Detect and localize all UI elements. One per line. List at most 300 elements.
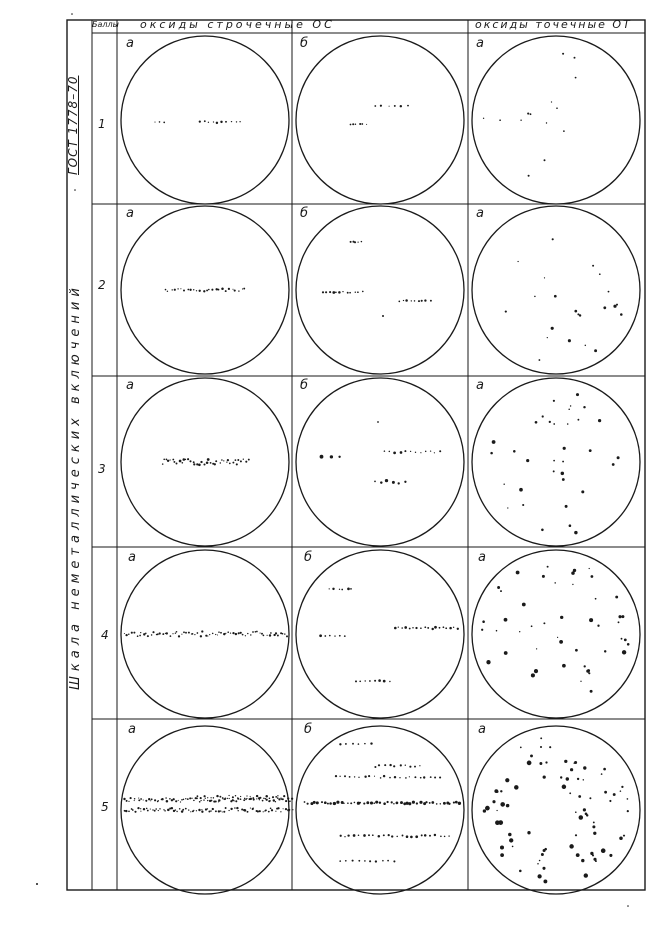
inclusion-dot bbox=[590, 690, 593, 693]
inclusion-dot bbox=[595, 860, 597, 862]
inclusion-dot bbox=[568, 408, 570, 410]
inclusion-dot bbox=[496, 630, 498, 632]
inclusion-dot bbox=[624, 652, 626, 654]
inclusion-dot bbox=[339, 776, 340, 777]
inclusion-dot bbox=[347, 802, 349, 804]
inclusion-dot bbox=[329, 588, 330, 589]
inclusion-dot bbox=[393, 860, 395, 862]
outer-frame bbox=[67, 20, 645, 890]
inclusion-dot bbox=[190, 811, 191, 812]
micrograph-circle bbox=[296, 206, 464, 374]
inclusion-dot bbox=[278, 798, 280, 800]
inclusion-dot bbox=[283, 795, 285, 797]
inclusion-dot bbox=[549, 746, 551, 748]
inclusion-dot bbox=[585, 812, 588, 815]
inclusion-dot bbox=[383, 680, 386, 683]
scale-title: Шкала неметаллических включений bbox=[68, 283, 83, 690]
inclusion-marks bbox=[123, 53, 629, 884]
inclusion-dot bbox=[424, 626, 426, 628]
inclusion-dot bbox=[240, 460, 242, 462]
inclusion-dot bbox=[151, 798, 153, 800]
inclusion-dot bbox=[167, 809, 170, 812]
inclusion-dot bbox=[327, 803, 329, 805]
inclusion-dot bbox=[364, 775, 366, 777]
micrograph-circle bbox=[472, 36, 640, 204]
inclusion-dot bbox=[574, 531, 577, 534]
inclusion-dot bbox=[520, 747, 522, 749]
inclusion-dot bbox=[434, 452, 435, 453]
inclusion-dot bbox=[196, 810, 197, 811]
inclusion-dot bbox=[604, 650, 606, 652]
inclusion-dot bbox=[210, 800, 212, 802]
cell-letter: а bbox=[476, 36, 484, 51]
inclusion-dot bbox=[195, 797, 197, 799]
inclusion-dot bbox=[173, 461, 175, 463]
inclusion-dot bbox=[140, 798, 142, 800]
inclusion-dot bbox=[576, 853, 580, 857]
cell-letter: б bbox=[300, 36, 309, 51]
inclusion-dot bbox=[508, 833, 512, 837]
inclusion-dot bbox=[285, 800, 287, 802]
inclusion-dot bbox=[225, 290, 227, 292]
inclusion-dot bbox=[179, 460, 182, 463]
inclusion-dot bbox=[341, 589, 343, 591]
inclusion-dot bbox=[389, 764, 391, 766]
inclusion-dot bbox=[182, 809, 184, 811]
inclusion-dot bbox=[157, 800, 159, 802]
inclusion-dot bbox=[150, 809, 151, 810]
inclusion-dot bbox=[291, 798, 293, 800]
inclusion-dot bbox=[516, 571, 520, 575]
inclusion-dot bbox=[256, 798, 257, 799]
inclusion-dot bbox=[205, 798, 206, 799]
inclusion-dot bbox=[385, 479, 388, 482]
inclusion-dot bbox=[392, 481, 395, 484]
inclusion-dot bbox=[544, 159, 546, 161]
inclusion-dot bbox=[167, 291, 168, 292]
inclusion-dot bbox=[483, 809, 486, 812]
inclusion-dot bbox=[355, 680, 357, 682]
inclusion-dot bbox=[455, 801, 458, 804]
inclusion-dot bbox=[624, 639, 627, 642]
inclusion-dot bbox=[623, 835, 625, 837]
inclusion-dot bbox=[570, 768, 573, 771]
inclusion-dot bbox=[353, 834, 356, 837]
inclusion-dot bbox=[506, 804, 510, 808]
cell-letter: а bbox=[126, 378, 134, 393]
inclusion-dot bbox=[530, 113, 532, 115]
inclusion-dot bbox=[490, 452, 493, 455]
inclusion-dot bbox=[256, 795, 258, 797]
inclusion-dot bbox=[248, 459, 250, 461]
inclusion-dot bbox=[206, 462, 209, 465]
inclusion-dot bbox=[440, 803, 441, 804]
inclusion-dot bbox=[603, 306, 606, 309]
inclusion-dot bbox=[486, 660, 490, 664]
inclusion-dot bbox=[285, 808, 287, 810]
micrograph-circle bbox=[472, 378, 640, 546]
inclusion-dot bbox=[396, 836, 398, 838]
inclusion-dot bbox=[375, 801, 378, 804]
inclusion-dot bbox=[180, 801, 181, 802]
inclusion-dot bbox=[499, 119, 501, 121]
inclusion-dot bbox=[134, 811, 136, 813]
inclusion-dot bbox=[544, 848, 547, 851]
inclusion-dot bbox=[187, 798, 189, 800]
inclusion-dot bbox=[193, 463, 195, 465]
cell-letter: б bbox=[304, 550, 313, 565]
inclusion-dot bbox=[320, 455, 324, 459]
inclusion-dot bbox=[398, 626, 399, 627]
inclusion-dot bbox=[223, 633, 225, 635]
cell-letter: б bbox=[304, 722, 313, 737]
inclusion-dot bbox=[429, 802, 431, 804]
inclusion-dot bbox=[128, 801, 129, 802]
inclusion-dot bbox=[526, 459, 529, 462]
inclusion-dot bbox=[223, 811, 225, 813]
inclusion-dot bbox=[500, 802, 505, 807]
inclusion-dot bbox=[439, 450, 441, 452]
inclusion-dot bbox=[603, 768, 606, 771]
inclusion-dot bbox=[384, 450, 386, 452]
micrograph-circle bbox=[121, 36, 289, 204]
inclusion-dot bbox=[427, 627, 429, 629]
inclusion-dot bbox=[125, 634, 127, 636]
inclusion-dot bbox=[181, 799, 183, 801]
inclusion-dot bbox=[414, 776, 416, 778]
inclusion-dot bbox=[332, 588, 334, 590]
inclusion-dot bbox=[123, 798, 125, 800]
inclusion-dot bbox=[335, 291, 337, 293]
inclusion-dot bbox=[401, 627, 403, 629]
inclusion-dot bbox=[492, 800, 495, 803]
inclusion-dot bbox=[394, 105, 396, 107]
inclusion-dot bbox=[216, 122, 218, 124]
inclusion-dot bbox=[573, 569, 576, 572]
inclusion-dot bbox=[405, 765, 406, 766]
inclusion-dot bbox=[151, 634, 152, 635]
inclusion-dot bbox=[268, 811, 270, 813]
inclusion-dot bbox=[434, 834, 436, 836]
inclusion-dot bbox=[163, 458, 165, 460]
inclusion-dot bbox=[288, 809, 290, 811]
inclusion-dot bbox=[575, 77, 577, 79]
inclusion-dot bbox=[282, 798, 284, 800]
inclusion-dot bbox=[500, 590, 502, 592]
inclusion-dot bbox=[220, 462, 221, 463]
inclusion-dot bbox=[234, 807, 236, 809]
inclusion-dot bbox=[228, 810, 229, 811]
inclusion-dot bbox=[263, 798, 264, 799]
inclusion-dot bbox=[619, 837, 623, 841]
inclusion-dot bbox=[621, 786, 623, 788]
inclusion-dot bbox=[329, 291, 331, 293]
inclusion-dot bbox=[358, 860, 360, 862]
inclusion-dot bbox=[425, 451, 426, 452]
inclusion-dot bbox=[384, 764, 386, 766]
inclusion-dot bbox=[225, 121, 227, 123]
inclusion-dot bbox=[196, 463, 198, 465]
inclusion-dot bbox=[205, 635, 207, 637]
inclusion-dot bbox=[519, 631, 520, 632]
inclusion-dot bbox=[541, 529, 544, 532]
inclusion-dot bbox=[593, 832, 596, 835]
inclusion-dot bbox=[504, 618, 508, 622]
inclusion-dot bbox=[235, 459, 237, 461]
inclusion-dot bbox=[250, 798, 252, 800]
inclusion-dot bbox=[154, 799, 156, 801]
inclusion-dot bbox=[174, 289, 176, 291]
inclusion-dot bbox=[213, 121, 214, 122]
inclusion-dot bbox=[500, 845, 504, 849]
inclusion-dot bbox=[339, 589, 340, 590]
inclusion-dot bbox=[418, 300, 420, 302]
inclusion-dot bbox=[232, 796, 234, 798]
inclusion-dot bbox=[430, 450, 431, 451]
inclusion-dot bbox=[208, 122, 209, 123]
inclusion-dot bbox=[542, 575, 545, 578]
inclusion-dot bbox=[225, 807, 227, 809]
inclusion-dot bbox=[540, 746, 542, 748]
inclusion-dot bbox=[166, 800, 169, 803]
row-score: 3 bbox=[98, 462, 106, 476]
inclusion-dot bbox=[583, 779, 584, 780]
inclusion-dot bbox=[378, 835, 381, 838]
inclusion-dot bbox=[234, 290, 236, 292]
inclusion-dot bbox=[145, 800, 147, 802]
inclusion-dot bbox=[349, 776, 351, 778]
inclusion-dot bbox=[514, 785, 519, 790]
inclusion-dot bbox=[400, 801, 403, 804]
inclusion-dot bbox=[237, 459, 239, 461]
inclusion-dot bbox=[352, 743, 354, 745]
micrograph-circle bbox=[296, 36, 464, 204]
cell-letter: б bbox=[300, 378, 309, 393]
inclusion-dot bbox=[617, 456, 620, 459]
inclusion-dot bbox=[393, 452, 396, 455]
inclusion-dot bbox=[164, 810, 165, 811]
inclusion-dot bbox=[543, 879, 547, 883]
inclusion-dot bbox=[552, 238, 554, 240]
micrograph-circle bbox=[296, 550, 464, 718]
inclusion-dot bbox=[221, 459, 223, 461]
inclusion-dot bbox=[528, 175, 530, 177]
inclusion-dot bbox=[494, 789, 498, 793]
inclusion-dot bbox=[404, 626, 407, 629]
inclusion-dot bbox=[583, 766, 586, 769]
inclusion-dot bbox=[421, 300, 423, 302]
inclusion-dot bbox=[374, 766, 376, 768]
inclusion-dot bbox=[325, 291, 327, 293]
inclusion-dot bbox=[339, 635, 341, 637]
inclusion-dot bbox=[199, 121, 201, 123]
inclusion-dot bbox=[339, 743, 341, 745]
inclusion-dot bbox=[131, 632, 133, 634]
inclusion-dot bbox=[220, 632, 222, 634]
inclusion-dot bbox=[187, 289, 189, 291]
inclusion-dot bbox=[269, 634, 271, 636]
inclusion-dot bbox=[505, 311, 507, 313]
inclusion-dot bbox=[369, 680, 371, 682]
inclusion-dot bbox=[374, 680, 376, 682]
inclusion-dot bbox=[572, 584, 573, 585]
inclusion-dot bbox=[393, 803, 395, 805]
inclusion-dot bbox=[133, 632, 135, 634]
inclusion-dot bbox=[185, 459, 187, 461]
inclusion-dot bbox=[275, 811, 276, 812]
inclusion-dot bbox=[259, 797, 261, 799]
inclusion-dot bbox=[137, 807, 139, 809]
inclusion-dot bbox=[345, 743, 347, 745]
inclusion-dot bbox=[289, 800, 291, 802]
inclusion-dot bbox=[147, 635, 149, 637]
inclusion-dot bbox=[236, 807, 238, 809]
inclusion-dot bbox=[579, 815, 584, 820]
inclusion-dot bbox=[448, 803, 450, 805]
inclusion-dot bbox=[243, 799, 245, 801]
inclusion-dot bbox=[238, 810, 239, 811]
inclusion-dot bbox=[578, 795, 581, 798]
inclusion-dot bbox=[421, 834, 423, 836]
scan-speck bbox=[71, 13, 73, 15]
inclusion-dot bbox=[368, 834, 370, 836]
inclusion-dot bbox=[191, 798, 192, 799]
inclusion-dot bbox=[124, 633, 125, 634]
inclusion-dot bbox=[250, 796, 251, 797]
inclusion-dot bbox=[239, 121, 240, 122]
inclusion-dot bbox=[218, 631, 220, 633]
inclusion-dot bbox=[256, 631, 258, 633]
inclusion-dot bbox=[207, 458, 210, 461]
inclusion-dot bbox=[556, 107, 558, 109]
inclusion-dot bbox=[574, 310, 577, 313]
inclusion-dot bbox=[420, 627, 422, 629]
inclusion-dot bbox=[404, 450, 406, 452]
inclusion-dot bbox=[613, 305, 616, 308]
inclusion-dot bbox=[361, 123, 363, 125]
inclusion-dot bbox=[250, 634, 251, 635]
inclusion-dot bbox=[217, 634, 218, 635]
cell-letter: а bbox=[476, 378, 484, 393]
inclusion-dot bbox=[400, 105, 402, 107]
inclusion-dot bbox=[398, 482, 400, 484]
score-header: Баллы bbox=[92, 20, 119, 29]
inclusion-dot bbox=[172, 633, 173, 634]
inclusion-dot bbox=[255, 631, 257, 633]
inclusion-dot bbox=[354, 776, 355, 777]
inclusion-dot bbox=[212, 633, 214, 635]
inclusion-dot bbox=[358, 834, 360, 836]
inclusion-dot bbox=[201, 809, 202, 810]
inclusion-dot bbox=[415, 627, 417, 629]
inclusion-dot bbox=[430, 776, 432, 778]
inclusion-dot bbox=[398, 301, 400, 303]
inclusion-dot bbox=[551, 327, 554, 330]
inclusion-dot bbox=[357, 291, 359, 293]
inclusion-dot bbox=[364, 743, 366, 745]
inclusion-dot bbox=[188, 632, 190, 634]
inclusion-dot bbox=[383, 834, 385, 836]
inclusion-dot bbox=[434, 626, 437, 629]
cell-letter: а bbox=[478, 550, 486, 565]
inclusion-dot bbox=[408, 802, 411, 805]
inclusion-dot bbox=[275, 801, 276, 802]
inclusion-dot bbox=[560, 776, 562, 778]
inclusion-dot bbox=[586, 669, 589, 672]
inclusion-dot bbox=[354, 802, 356, 804]
inclusion-dot bbox=[242, 288, 243, 289]
inclusion-dot bbox=[531, 673, 535, 677]
inclusion-dot bbox=[143, 799, 144, 800]
inclusion-dot bbox=[292, 809, 293, 810]
cell-letter: а bbox=[128, 550, 136, 565]
inclusion-dot bbox=[388, 834, 390, 836]
inclusion-dot bbox=[577, 778, 579, 780]
inclusion-dot bbox=[601, 773, 603, 775]
inclusion-dot bbox=[207, 797, 208, 798]
inclusion-dot bbox=[178, 635, 180, 637]
inclusion-dot bbox=[158, 810, 159, 811]
inclusion-dot bbox=[247, 811, 249, 813]
inclusion-dot bbox=[230, 632, 231, 633]
inclusion-dot bbox=[169, 798, 171, 800]
inclusion-dot bbox=[235, 800, 237, 802]
inclusion-dot bbox=[618, 615, 621, 618]
inclusion-dot bbox=[581, 490, 584, 493]
inclusion-dot bbox=[402, 835, 404, 837]
inclusion-dot bbox=[206, 289, 208, 291]
inclusion-dot bbox=[333, 802, 336, 805]
inclusion-dot bbox=[140, 808, 141, 809]
inclusion-dot bbox=[171, 807, 173, 809]
inclusion-dot bbox=[414, 300, 416, 302]
inclusion-dot bbox=[536, 648, 537, 649]
inclusion-dot bbox=[252, 797, 254, 799]
inclusion-dot bbox=[183, 799, 184, 800]
inclusion-dot bbox=[562, 664, 566, 668]
inclusion-dot bbox=[128, 633, 129, 634]
inclusion-dot bbox=[370, 801, 373, 804]
inclusion-dot bbox=[189, 460, 191, 462]
inclusion-dot bbox=[237, 797, 238, 798]
inclusion-dot bbox=[616, 304, 618, 306]
inclusion-dot bbox=[405, 299, 408, 302]
inclusion-dot bbox=[580, 681, 581, 682]
inclusion-dot bbox=[544, 277, 545, 278]
inclusion-dot bbox=[608, 291, 610, 293]
inclusion-dot bbox=[352, 860, 354, 862]
inclusion-dot bbox=[592, 825, 595, 828]
inclusion-dot bbox=[439, 627, 441, 629]
inclusion-dot bbox=[343, 802, 345, 804]
micrograph-circle bbox=[121, 726, 289, 894]
inclusion-dot bbox=[389, 106, 390, 107]
inclusion-dot bbox=[275, 796, 277, 798]
inclusion-dot bbox=[173, 798, 175, 800]
inclusion-dot bbox=[347, 292, 349, 294]
inclusion-dot bbox=[561, 472, 564, 475]
inclusion-dot bbox=[221, 288, 224, 291]
inclusion-dot bbox=[176, 631, 178, 633]
inclusion-dot bbox=[126, 800, 128, 802]
inclusion-dot bbox=[434, 776, 436, 778]
inclusion-dot bbox=[347, 834, 349, 836]
inclusion-dot bbox=[359, 802, 361, 804]
inclusion-dot bbox=[240, 632, 242, 634]
inclusion-dot bbox=[547, 566, 549, 568]
inclusion-dot bbox=[265, 795, 268, 798]
inclusion-dot bbox=[588, 672, 590, 674]
